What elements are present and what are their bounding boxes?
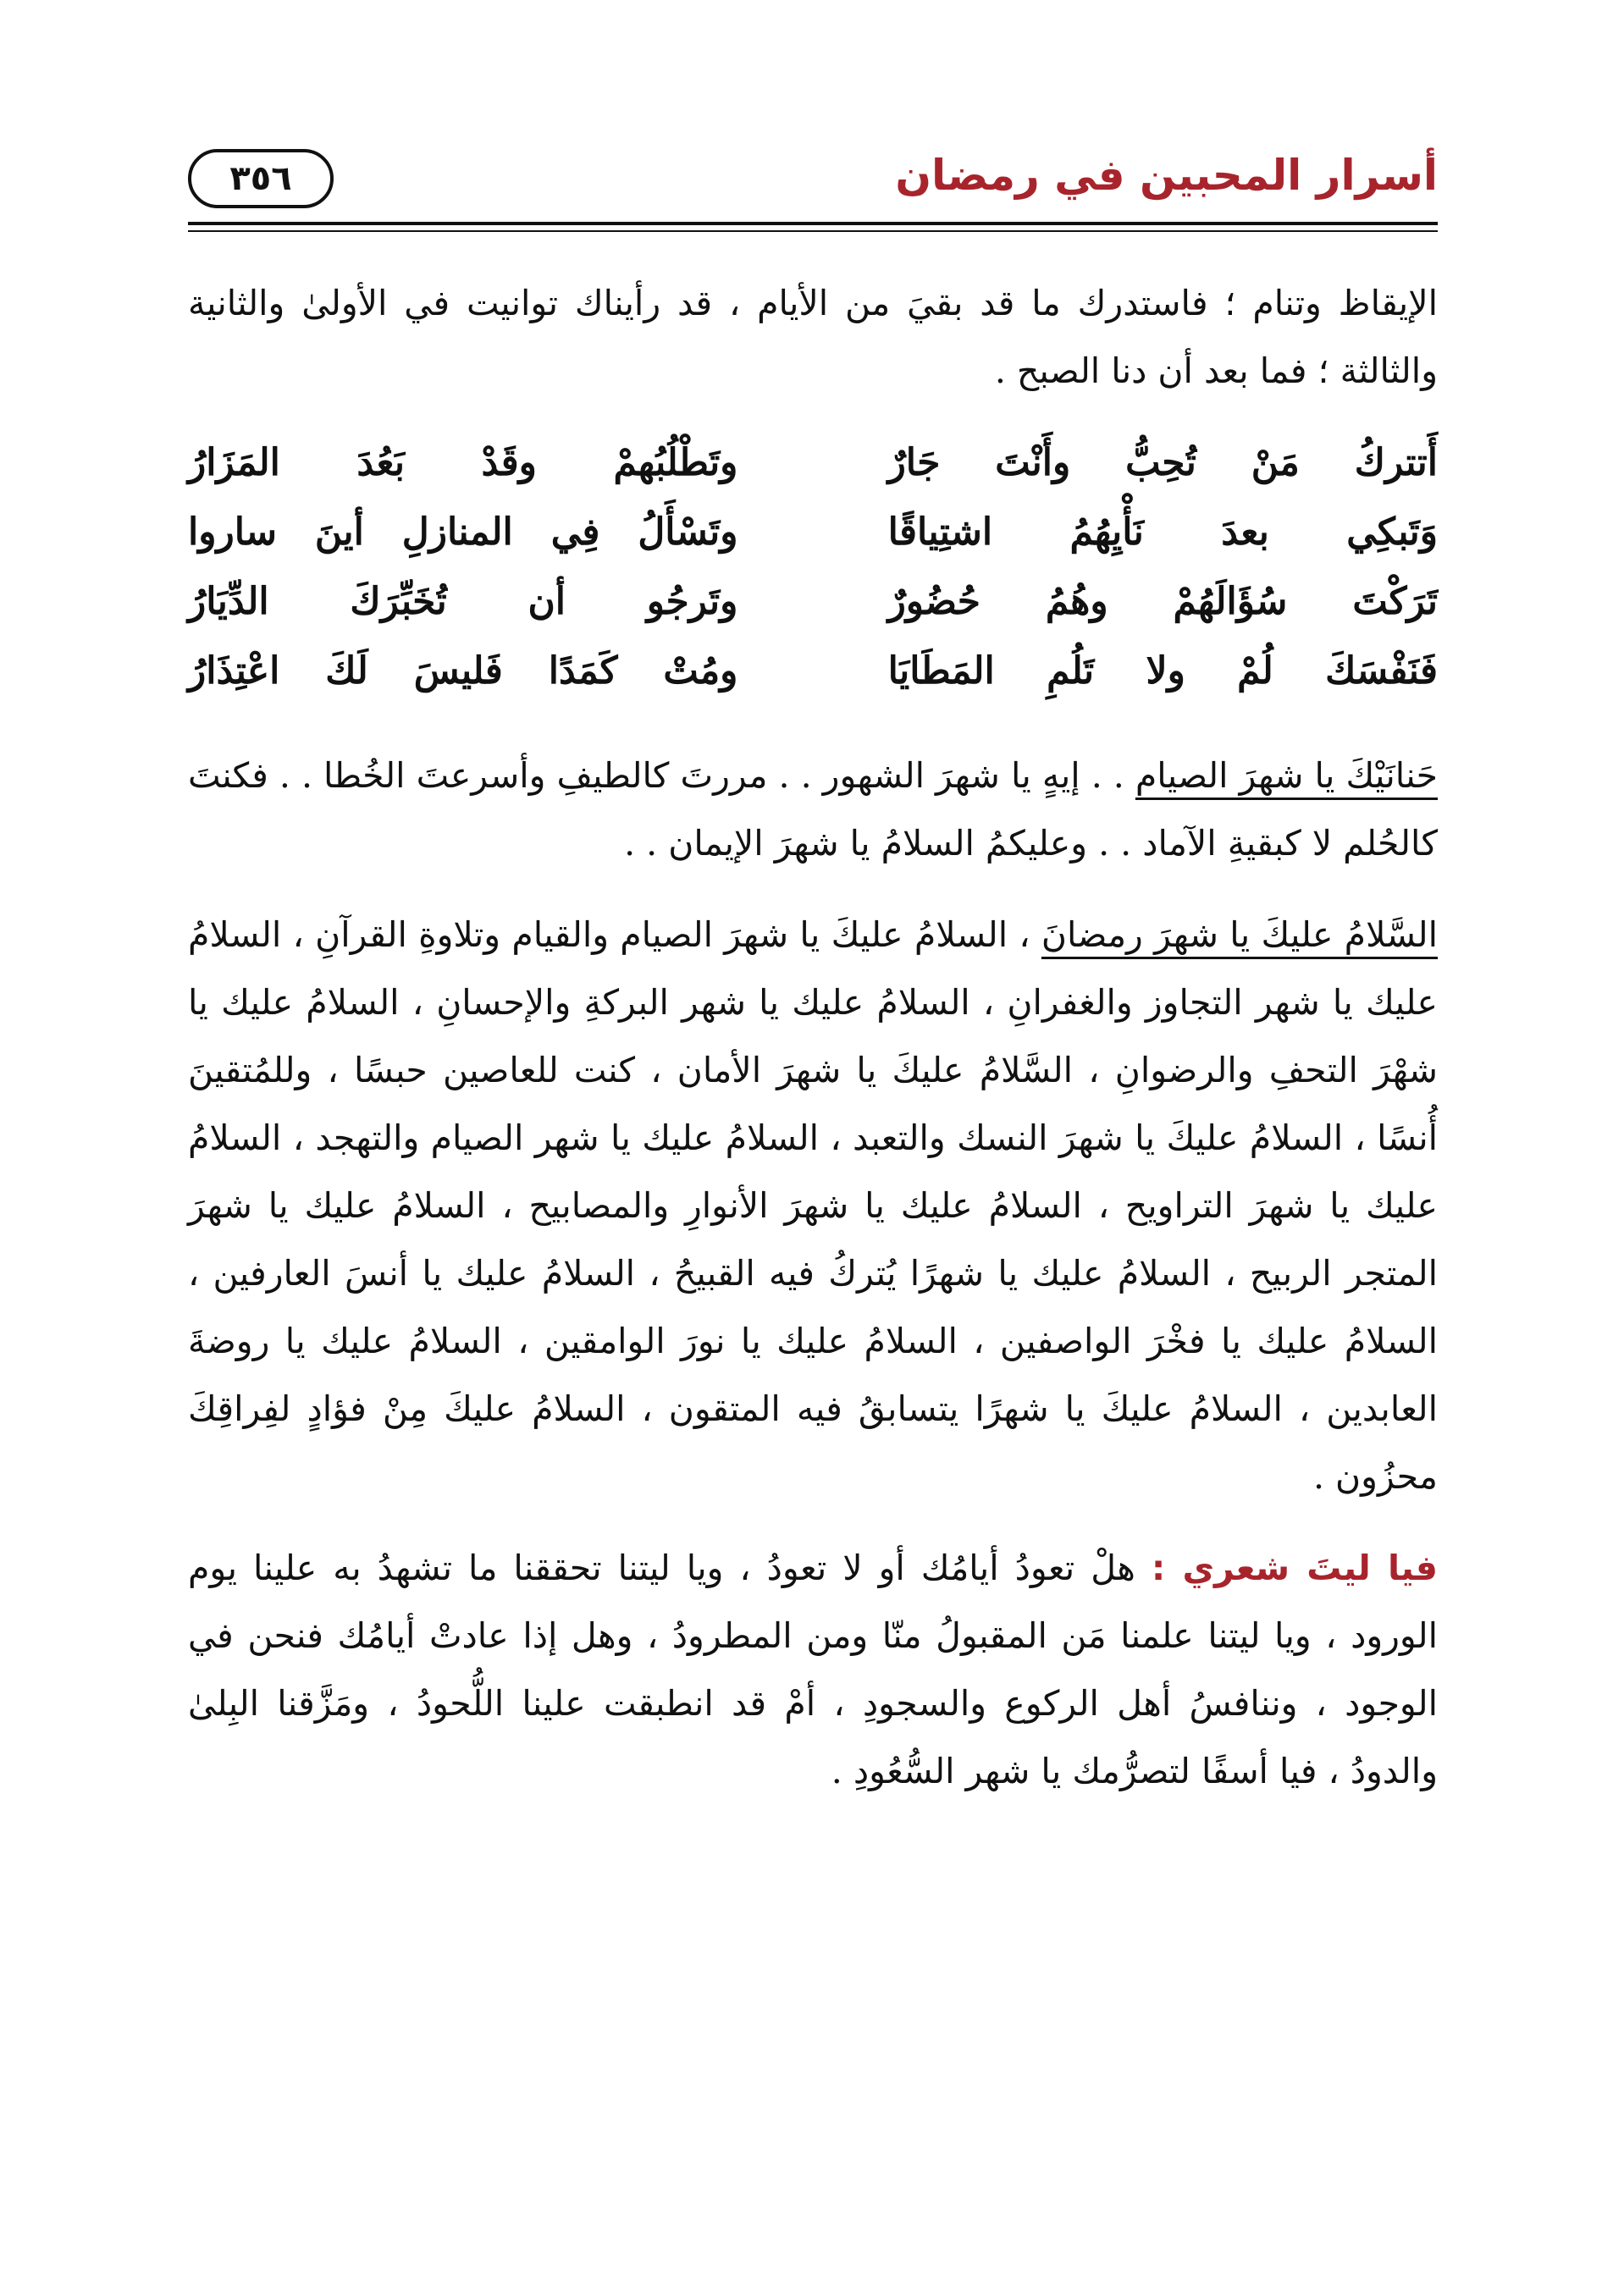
- verse-first-hemistich: وَتَبكِي بعدَ نَأْيِهُمُ اشتِياقًا: [887, 511, 1438, 554]
- salutations-underlined-phrase: السَّلامُ عليكَ يا شهرَ رمضانَ: [1041, 914, 1438, 955]
- intro-paragraph: الإيقاظ وتنام ؛ فاستدرك ما قد بقيَ من الأيام ، قد رأيناك توانيت في الأولىٰ والثانية والثالثة ؛ فما بعد أن دنا الصبح .: [188, 283, 1438, 391]
- header-rule-thin: [188, 230, 1438, 232]
- salutations-text: ، السلامُ عليكَ يا شهرَ الصيام والقيام وتلاوةِ القرآنِ ، السلامُ عليك يا شهر التجاوز والغفرانِ ، السلامُ عليك يا شهر البركةِ والإحسانِ ، السلامُ عليك يا شهْرَ التحفِ والرضوانِ ، السَّلامُ عليكَ يا شهرَ الأمان ، كنت للعاصين حبسًا ، وللمُتقينَ أُنسًا ، السلامُ عليكَ يا شهرَ النسك والتعبد ، السلامُ عليك يا شهر الصيام والتهجد ، السلامُ عليك يا شهرَ التراويح ، السلامُ عليك يا شهرَ الأنوارِ والمصابيح ، السلامُ عليك يا شهرَ المتجر الربيح ، السلامُ عليك يا شهرًا يُتركُ فيه القبيحُ ، السلامُ عليك يا أنسَ العارفين ، السلامُ عليك يا فخْرَ الواصفين ، السلامُ عليك يا نورَ الوامقين ، السلامُ عليك يا روضةَ العابدين ، السلامُ عليكَ يا شهرًا يتسابقُ فيه المتقون ، السلامُ عليكَ مِنْ فؤادٍ لفِراقِكَ محزُون .: [188, 914, 1438, 1497]
- verse-first-hemistich: أَتتركُ مَنْ تُحِبُّ وأَنْتَ جَارٌ: [887, 441, 1438, 484]
- poem-verse: [188, 498, 1438, 567]
- farewell-text: . . إيهٍ يا شهرَ الشهور . . مررتَ كالطيفِ وأسرعتَ الخُطا . . فكنتَ كالحُلم لا كبقيةِ الآماد . . وعليكمُ السلامُ يا شهرَ الإيمان . .: [188, 755, 1438, 864]
- book-title: أسرار المحبين في رمضان: [895, 151, 1438, 200]
- page-body: [188, 269, 1438, 1805]
- salutations-paragraph: [188, 901, 1438, 1510]
- farewell-paragraph: [188, 742, 1438, 877]
- verse-second-hemistich: ومُتْ كَمَدًا فَليسَ لَكَ اعْتِذَارُ: [188, 649, 738, 693]
- poem-verse: [188, 428, 1438, 498]
- poem-verse: [188, 637, 1438, 706]
- verse-second-hemistich: وتَطْلُبُهمْ وقَدْ بَعُدَ المَزَارُ: [188, 441, 738, 484]
- closing-lead-phrase: فيا ليتَ شعري :: [1151, 1548, 1438, 1588]
- verse-first-hemistich: تَرَكْتَ سُؤَالَهُمْ وهُمُ حُضُورٌ: [887, 580, 1438, 623]
- verse-second-hemistich: وتَسْأَلُ فِي المنازلِ أينَ ساروا: [188, 511, 738, 554]
- verse-first-hemistich: فَنَفْسَكَ لُمْ ولا تَلُمِ المَطَايَا: [887, 649, 1438, 693]
- page-number: ٣٥٦: [188, 149, 334, 208]
- farewell-underlined-phrase: حَنانَيْكَ يا شهرَ الصيام: [1135, 755, 1438, 796]
- page-header: [188, 149, 1438, 217]
- poem-verse: [188, 567, 1438, 637]
- closing-text: هلْ تعودُ أيامُك أو لا تعودُ ، ويا ليتنا تحققنا ما تشهدُ به علينا يوم الورود ، ويا ليتنا علمنا مَن المقبولُ منّا ومن المطرودُ ، وهل إذا عادتْ أيامُك فنحن في الوجود ، وننافسُ أهل الركوع والسجودِ ، أمْ قد انطبقت علينا اللُّحودُ ، ومَزَّقنا البِلىٰ والدودُ ، فيا أسفًا لتصرُّمك يا شهر السُّعُودِ .: [188, 1548, 1438, 1791]
- poem: [188, 428, 1438, 706]
- closing-paragraph: [188, 1534, 1438, 1805]
- header-rule-thick: [188, 222, 1438, 225]
- verse-second-hemistich: وتَرجُو أن تُخَبِّرَكَ الدِّيَارُ: [188, 580, 738, 623]
